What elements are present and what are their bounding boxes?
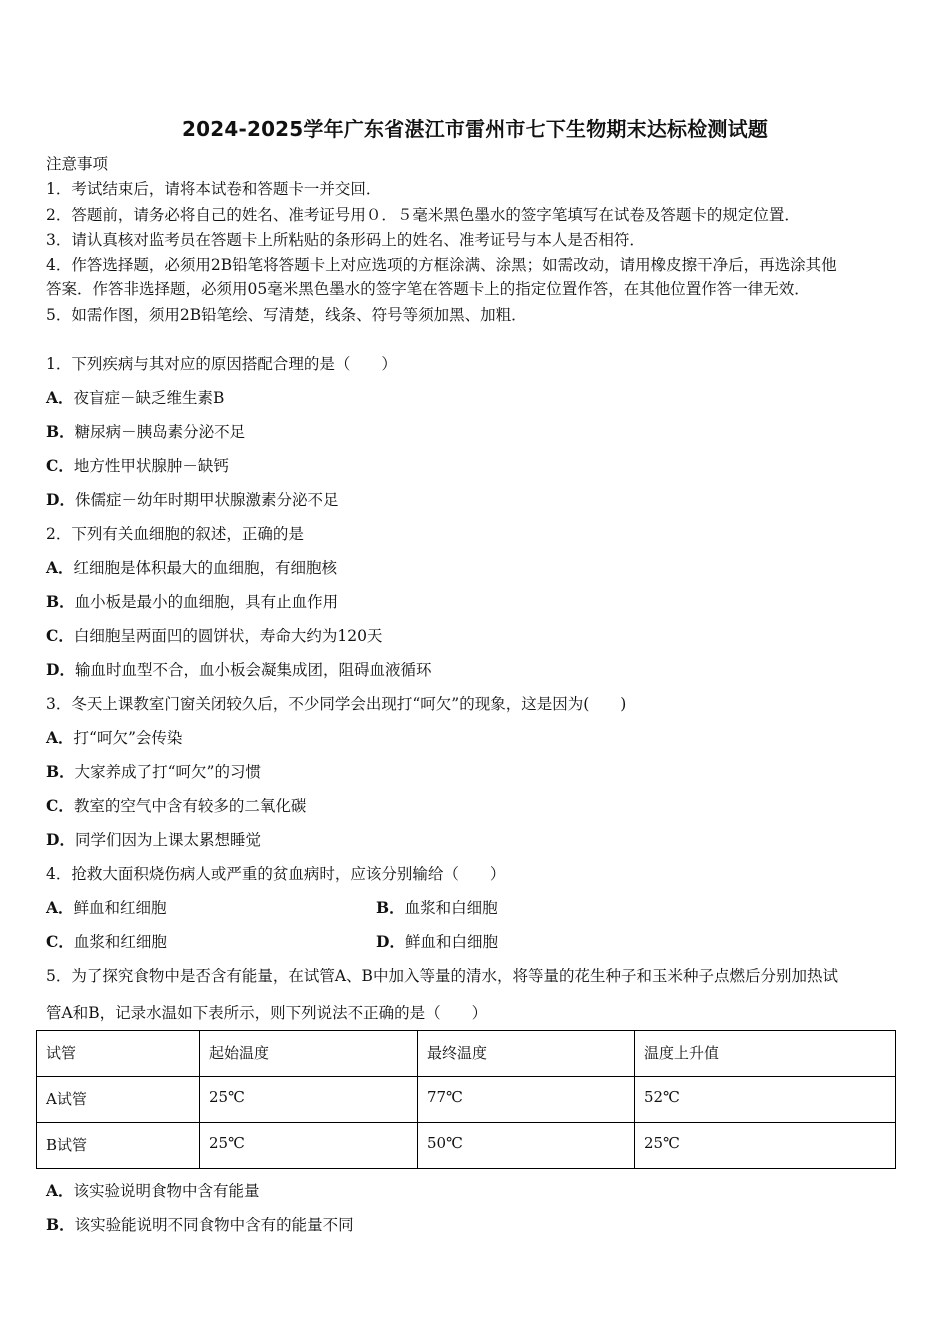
option-item	[46, 726, 182, 748]
option-label: B．	[46, 422, 75, 441]
option-label: A．	[46, 898, 74, 917]
option-item	[376, 896, 498, 918]
table-row	[37, 1077, 896, 1123]
option-item	[46, 794, 306, 816]
notice-item: 5．如需作图，须用2B铅笔绘、写清楚，线条、符号等须加黑、加粗．	[46, 306, 527, 324]
option-text: 鲜血和白细胞	[404, 933, 498, 951]
table-header-row	[37, 1031, 896, 1077]
option-label: C．	[46, 796, 74, 815]
table-row	[37, 1123, 896, 1169]
notice-heading: 注意事项	[46, 155, 109, 173]
option-label: B．	[376, 898, 405, 917]
option-item	[46, 1179, 260, 1201]
table-header-cell: 试管	[37, 1031, 200, 1077]
option-item	[376, 930, 498, 952]
table-cell: 25℃	[635, 1123, 896, 1169]
option-text: 白细胞呈两面凹的圆饼状，寿命大约为120天	[73, 627, 383, 645]
table-cell: 77℃	[418, 1077, 635, 1123]
option-item	[46, 420, 245, 442]
option-item	[46, 828, 261, 850]
option-label: A．	[46, 728, 74, 747]
notice-item: 1．考试结束后，请将本试卷和答题卡一并交回．	[46, 180, 382, 198]
page-title: 2024-2025学年广东省湛江市雷州市七下生物期末达标检测试题	[181, 117, 769, 141]
question-stem: 5．为了探究食物中是否含有能量，在试管A、B中加入等量的清水，将等量的花生种子和玉米种子点燃后分别加热试	[46, 967, 838, 985]
option-text: 大家养成了打“呵欠”的习惯	[74, 763, 261, 781]
option-item	[46, 930, 167, 952]
table-cell: 52℃	[635, 1077, 896, 1123]
option-item	[46, 386, 224, 408]
option-item	[46, 896, 167, 918]
table-header-cell: 起始温度	[200, 1031, 418, 1077]
option-item	[46, 624, 382, 646]
option-label: D．	[46, 660, 75, 679]
notice-item: 2．答题前，请务必将自己的姓名、准考证号用０．５毫米黑色墨水的签字笔填写在试卷及答题卡的规定位置．	[46, 206, 800, 224]
option-item	[46, 556, 337, 578]
option-text: 该实验说明食物中含有能量	[73, 1182, 260, 1200]
option-label: D．	[46, 490, 75, 509]
option-label: B．	[46, 1215, 75, 1234]
table-cell: A试管	[37, 1077, 200, 1123]
option-text: 血浆和红细胞	[73, 933, 167, 951]
option-item	[46, 760, 261, 782]
option-label: C．	[46, 456, 74, 475]
table-cell: 50℃	[418, 1123, 635, 1169]
table-cell: B试管	[37, 1123, 200, 1169]
notice-item: 3．请认真核对监考员在答题卡上所粘贴的条形码上的姓名、准考证号与本人是否相符．	[46, 231, 645, 249]
option-text: 打“呵欠”会传染	[73, 729, 183, 747]
question-stem-continued: 管A和B，记录水温如下表所示，则下列说法不正确的是（ ）	[46, 1004, 488, 1022]
table-cell: 25℃	[200, 1077, 418, 1123]
option-text: 血小板是最小的血细胞，具有止血作用	[74, 593, 339, 611]
option-label: B．	[46, 592, 75, 611]
option-label: A．	[46, 558, 74, 577]
option-label: D．	[46, 830, 75, 849]
option-text: 地方性甲状腺肿－缺钙	[73, 457, 229, 475]
option-text: 鲜血和红细胞	[73, 899, 167, 917]
option-text: 血浆和白细胞	[404, 899, 498, 917]
option-item	[46, 658, 431, 680]
question-stem: 4．抢救大面积烧伤病人或严重的贫血病时，应该分别输给（ ）	[46, 865, 506, 883]
table-cell: 25℃	[200, 1123, 418, 1169]
notice-item: 4．作答选择题，必须用2B铅笔将答题卡上对应选项的方框涂满、涂黑；如需改动，请用橡皮擦干净后，再选涂其他	[46, 256, 837, 274]
option-text: 教室的空气中含有较多的二氧化碳	[73, 797, 307, 815]
option-label: C．	[46, 932, 74, 951]
option-text: 夜盲症－缺乏维生素B	[73, 389, 225, 407]
question-stem: 1．下列疾病与其对应的原因搭配合理的是（ ）	[46, 355, 397, 373]
option-label: C．	[46, 626, 74, 645]
option-label: D．	[376, 932, 405, 951]
option-text: 糖尿病－胰岛素分泌不足	[74, 423, 246, 441]
option-text: 同学们因为上课太累想睡觉	[74, 831, 261, 849]
option-label: B．	[46, 762, 75, 781]
notice-item: 答案．作答非选择题，必须用05毫米黑色墨水的签字笔在答题卡上的指定位置作答，在其他位置作答一律无效．	[46, 280, 810, 298]
option-item	[46, 488, 338, 510]
temperature-table	[36, 1030, 896, 1169]
option-item	[46, 1213, 354, 1235]
option-item	[46, 590, 338, 612]
option-label: A．	[46, 388, 74, 407]
table-header-cell: 最终温度	[418, 1031, 635, 1077]
question-stem: 3．冬天上课教室门窗关闭较久后，不少同学会出现打“呵欠”的现象，这是因为( )	[46, 695, 627, 713]
option-label: A．	[46, 1181, 74, 1200]
question-stem: 2．下列有关血细胞的叙述，正确的是	[46, 525, 304, 543]
option-text: 该实验能说明不同食物中含有的能量不同	[74, 1216, 354, 1234]
option-text: 输血时血型不合，血小板会凝集成团，阻碍血液循环	[74, 661, 432, 679]
option-text: 侏儒症－幼年时期甲状腺激素分泌不足	[74, 491, 339, 509]
option-item	[46, 454, 229, 476]
table-header-cell: 温度上升值	[635, 1031, 896, 1077]
option-text: 红细胞是体积最大的血细胞，有细胞核	[73, 559, 338, 577]
